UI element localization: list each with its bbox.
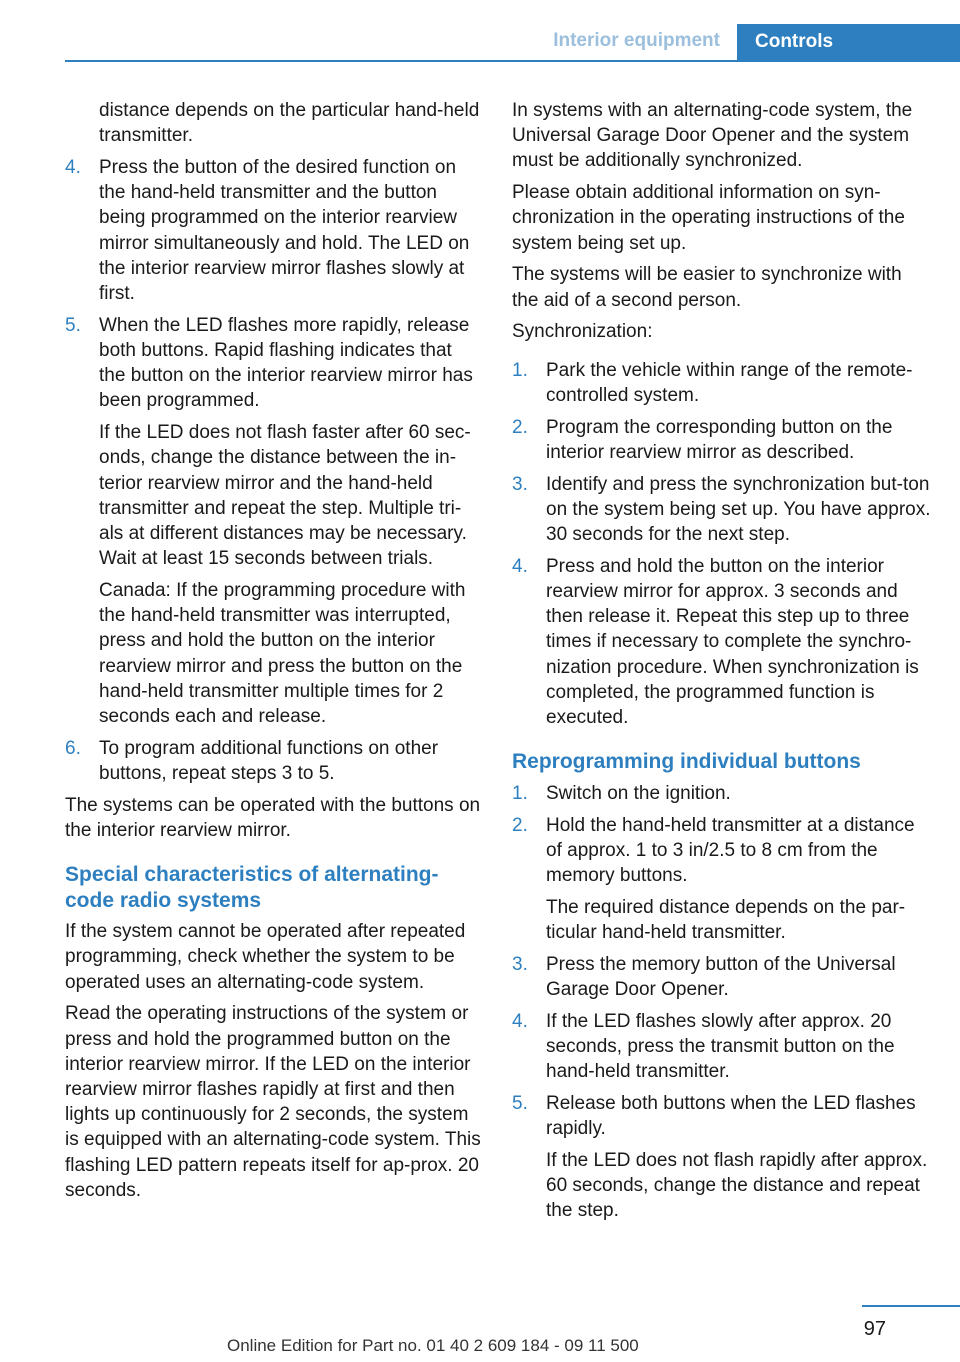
list-item: [65, 313, 483, 729]
section-heading: Reprogramming individual buttons: [512, 750, 861, 774]
paragraph: Read the operating instructions of the system or press and hold the programmed button on the interior rearview mirror. If the LED on the interior rearview mirror flashes rapidly at first and then lights up continuously for 2 seconds, the system is equipped with an alternating‐code system. This flashing LED pattern repeats itself for ap‐prox. 20 seconds.: [65, 1003, 481, 1201]
list-item: [512, 415, 932, 465]
chapter-tab: Controls: [737, 24, 960, 62]
step-text: If the LED flashes slowly after approx. 20 seconds, press the transmit button on the hand‐held transmitter.: [546, 1010, 895, 1083]
step-note: If the LED does not flash rapidly after approx. 60 seconds, change the distance and repeat the step.: [546, 1149, 928, 1222]
paragraph: If the system cannot be operated after repeated programming, check whether the system to be operated uses an alternating‐code system.: [65, 921, 466, 993]
step-text: Hold the hand‐held transmitter at a distance of approx. 1 to 3 in/2.5 to 8 cm from the memory buttons.: [546, 814, 915, 886]
step-note-canada: Canada: If the programming procedure with the hand‐held transmitter was interrupted, press and hold the button on the interior rearview mirror and press the button on the hand‐held transmitter multiple times for 2 seconds each and release.: [99, 580, 466, 728]
step-note: If the LED does not flash faster after 60 sec‐onds, change the distance between the in‐terior rearview mirror and the hand‐held transmitter and repeat the step. Multiple tri‐als at different distances may be necessary. Wait at least 15 seconds between trials.: [99, 422, 471, 570]
step-text: Release both buttons when the LED flashes rapidly.: [546, 1092, 916, 1140]
list-item: [512, 1009, 932, 1085]
step-text: Press the button of the desired function on the hand‐held transmitter and the button being programmed on the interior rearview mirror simultaneously and hold. The LED on the interior rearview mirror flashes slowly at first.: [99, 157, 470, 305]
step-number: 3.: [512, 953, 528, 975]
step-number: 5.: [65, 314, 81, 336]
step-number: 2.: [512, 814, 528, 836]
step-text: Program the corresponding button on the interior rearview mirror as described.: [546, 416, 893, 463]
footer-rule: [862, 1305, 960, 1307]
step-text: Switch on the ignition.: [546, 782, 731, 804]
step-text: Press and hold the button on the interior rearview mirror for approx. 3 seconds and then release it. Repeat this step up to three times if necessary to complete the synchro‐nization procedure. When synchronization is completed, the programmed function is executed.: [546, 555, 919, 729]
step-text: To program additional functions on other buttons, repeat steps 3 to 5.: [99, 737, 439, 785]
step-number: 5.: [512, 1092, 528, 1114]
step-number: 4.: [65, 157, 81, 178]
step-number: 1.: [512, 782, 528, 804]
paragraph: Please obtain additional information on syn‐chronization in the operating instructions of the system being set up.: [512, 182, 905, 254]
edition-footer: Online Edition for Part no. 01 40 2 609 184 - 09 11 500: [227, 1336, 639, 1355]
paragraph: The systems can be operated with the buttons on the interior rearview mirror.: [65, 794, 481, 842]
step-text: When the LED flashes more rapidly, release both buttons. Rapid flashing indicates that the button on the interior rearview mirror has been programmed.: [99, 314, 473, 412]
step-number: 2.: [512, 416, 528, 438]
step-text: Park the vehicle within range of the remote-controlled system.: [546, 359, 913, 406]
step-note: The required distance depends on the par‐ticular hand‐held transmitter.: [546, 896, 906, 943]
left-column: [65, 98, 483, 1210]
paragraph: Synchronization:: [512, 321, 653, 343]
list-item: [65, 155, 483, 306]
list-item: [512, 472, 932, 548]
page-number: 97: [863, 1318, 886, 1340]
step-number: 3.: [512, 473, 528, 495]
paragraph: In systems with an alternating‐code system, the Universal Garage Door Opener and the system must be additionally synchronized.: [512, 100, 913, 172]
section-title: Interior equipment: [553, 30, 720, 51]
step-text: Identify and press the synchronization but‐ton on the system being set up. You have approx. 30 seconds for the next step.: [546, 473, 931, 546]
step-number: 6.: [65, 737, 81, 759]
step-number: 1.: [512, 359, 528, 381]
list-item: [512, 781, 932, 806]
right-column: [512, 98, 932, 1230]
list-item: [65, 736, 483, 786]
step-number: 4.: [512, 1010, 528, 1032]
list-item: [512, 358, 932, 408]
list-item: [512, 1091, 932, 1224]
header-rule: [65, 60, 960, 62]
list-item: [512, 952, 932, 1002]
step-text: Press the memory button of the Universal Garage Door Opener.: [546, 953, 896, 1000]
list-item: [512, 554, 932, 730]
continued-text: distance depends on the particular hand‐held transmitter.: [99, 100, 480, 147]
step-number: 4.: [512, 555, 528, 577]
list-item: [512, 813, 932, 946]
section-heading: Special characteristics of alternating-code radio systems: [65, 863, 439, 912]
paragraph: The systems will be easier to synchronize with the aid of a second person.: [512, 264, 902, 311]
